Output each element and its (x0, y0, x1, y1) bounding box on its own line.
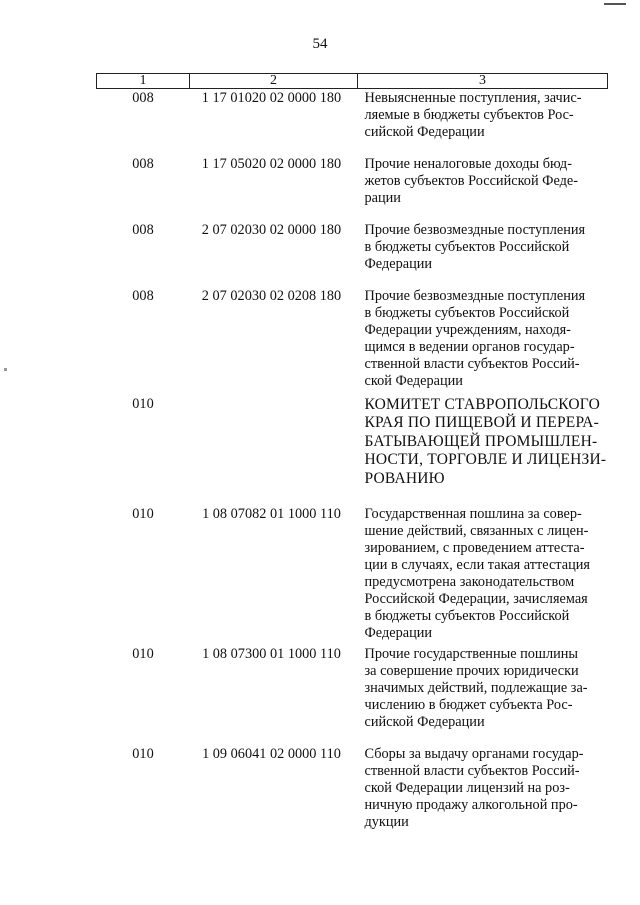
table-row (97, 89, 608, 155)
description-line: рации (364, 189, 401, 206)
budget-classification-code (190, 395, 358, 505)
table-row (97, 505, 608, 645)
description-line: КРАЯ ПО ПИЩЕВОЙ И ПЕРЕРА- (364, 414, 600, 431)
budget-codes-table (96, 73, 608, 835)
description-line: сийской Федерации (364, 124, 485, 140)
description-line: Федерации (364, 624, 433, 641)
description-line: Прочие безвозмездные поступления (364, 221, 586, 238)
description-line: ской Федерации (364, 372, 463, 389)
description-line: РОВАНИЮ (364, 469, 445, 487)
description-line: в бюджеты субъектов Российской (364, 607, 570, 624)
admin-code: 010 (132, 395, 154, 412)
description-line: ственной власти субъектов Россий- (364, 355, 580, 372)
header-row (97, 74, 608, 89)
column-header-2: 2 (190, 74, 358, 89)
description-line: дукции (364, 813, 409, 830)
table-row (97, 645, 608, 745)
committee-heading (358, 395, 608, 505)
description-line: НОСТИ, ТОРГОВЛЕ И ЛИЦЕНЗИ- (364, 451, 607, 468)
admin-code: 008 (132, 155, 154, 172)
table-row (97, 745, 608, 835)
description-line: ничную продажу алкогольной про- (364, 796, 578, 813)
description-line: значимых действий, подлежащие за- (364, 679, 588, 696)
scan-mark (604, 3, 626, 5)
admin-code: 010 (132, 745, 154, 762)
table-row (97, 287, 608, 395)
budget-classification-code: 1 08 07300 01 1000 110 (202, 645, 341, 662)
description-line: Государственная пошлина за совер- (364, 505, 582, 522)
description-line: ляемые в бюджеты субъектов Рос- (364, 107, 574, 123)
revenue-description (358, 745, 608, 835)
description-line: Федерации (364, 255, 433, 272)
description-line: ской Федерации лицензий на роз- (364, 779, 570, 796)
admin-code: 008 (132, 221, 154, 238)
description-line: Российской Федерации, зачисляемая (364, 590, 588, 607)
description-line: предусмотрена законодательством (364, 573, 575, 590)
description-line: Невыясненные поступления, зачис- (364, 90, 582, 106)
table-row (97, 395, 608, 505)
description-line: КОМИТЕТ СТАВРОПОЛЬСКОГО (364, 395, 600, 413)
scan-speck (4, 368, 7, 371)
description-line: зированием, с проведением аттеста- (364, 539, 585, 556)
description-line: Прочие неналоговые доходы бюд- (364, 155, 572, 172)
column-header-3: 3 (358, 74, 608, 89)
description-line: в бюджеты субъектов Российской (364, 238, 570, 255)
page-number: 54 (312, 36, 328, 52)
budget-classification-code: 1 08 07082 01 1000 110 (202, 505, 341, 522)
revenue-description (358, 221, 608, 287)
admin-code: 008 (132, 287, 154, 304)
description-line: Прочие государственные пошлины (364, 645, 578, 662)
revenue-description (358, 287, 608, 395)
description-line: Прочие безвозмездные поступления (364, 287, 586, 304)
budget-classification-code: 2 07 02030 02 0208 180 (201, 287, 342, 304)
description-line: сийской Федерации (364, 713, 485, 730)
description-line: Федерации учреждениям, находя- (364, 321, 571, 338)
budget-classification-code: 1 17 01020 02 0000 180 (201, 90, 342, 106)
description-line: БАТЫВАЮЩЕЙ ПРОМЫШЛЕН- (364, 432, 598, 450)
revenue-description (358, 505, 608, 645)
table-row (97, 155, 608, 221)
budget-classification-code: 1 09 06041 02 0000 110 (202, 745, 341, 762)
revenue-description (358, 89, 608, 155)
description-line: в бюджеты субъектов Российской (364, 304, 570, 321)
budget-classification-code: 1 17 05020 02 0000 180 (201, 155, 342, 172)
description-line: щимся в ведении органов государ- (364, 338, 575, 355)
description-line: ции в случаях, если такая аттестация (364, 556, 590, 573)
budget-classification-code: 2 07 02030 02 0000 180 (201, 221, 342, 238)
table-row (97, 221, 608, 287)
admin-code: 010 (132, 505, 154, 522)
admin-code: 008 (132, 90, 154, 106)
description-line: жетов субъектов Российской Феде- (364, 172, 578, 189)
admin-code: 010 (132, 645, 154, 662)
description-line: за совершение прочих юридически (364, 662, 579, 679)
description-line: шение действий, связанных с лицен- (364, 522, 589, 539)
revenue-description (358, 155, 608, 221)
column-header-1: 1 (97, 74, 190, 89)
description-line: Сборы за выдачу органами государ- (364, 745, 584, 762)
description-line: ственной власти субъектов Россий- (364, 762, 580, 779)
description-line: числению в бюджет субъекта Рос- (364, 696, 573, 713)
revenue-description (358, 645, 608, 745)
